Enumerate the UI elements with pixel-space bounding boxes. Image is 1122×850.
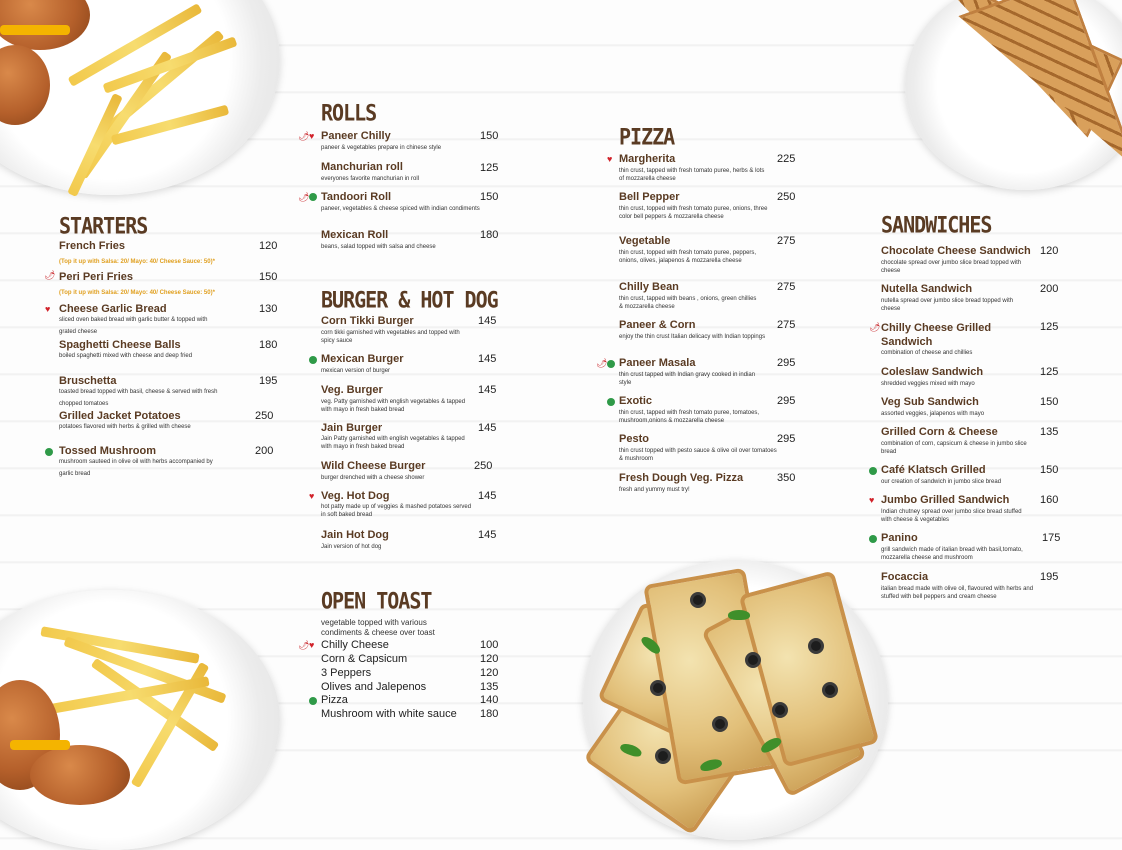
chili-icon: 🌶 <box>298 131 310 141</box>
open-toast-price: 135 <box>480 681 499 693</box>
pizza-price: 225 <box>777 153 796 165</box>
sandwich-name: Veg Sub Sandwich <box>881 396 979 408</box>
open-toast-price: 140 <box>480 694 499 706</box>
burger-description: burger drenched with a cheese shower <box>321 475 425 481</box>
open-toast-price: 100 <box>480 639 499 651</box>
pizza-description: thin crust, tapped with beans , onions, green chillies & mozzarella cheese <box>619 296 757 310</box>
veg-icon <box>869 535 877 545</box>
veg-icon <box>309 697 317 707</box>
sandwich-description: our creation of sandwich in jumbo slice bread <box>881 479 1002 485</box>
sandwich-description: italian bread made with olive oil, flavoured with herbs and stuffed with bell peppers and cream cheese <box>881 586 1034 600</box>
veg-icon <box>45 448 53 458</box>
starter-name: French Fries <box>59 240 126 252</box>
sandwich-price: 175 <box>1042 532 1061 544</box>
burger-name: Veg. Hot Dog <box>321 490 390 502</box>
roll-name: Paneer Chilly <box>321 130 391 142</box>
sandwich-price: 135 <box>1040 426 1059 438</box>
burger-price: 145 <box>478 490 497 502</box>
sandwich-description: grill sandwich made of italian bread with basil,tomato, mozzarella cheese and mushroom <box>881 547 1023 561</box>
open-toast-heading: OPEN TOAST <box>321 587 432 615</box>
sandwich-description: Indian chutney spread over jumbo slice bread stuffed with cheese & vegetables <box>881 509 1022 523</box>
roll-price: 180 <box>480 229 499 241</box>
heart-icon: ♥ <box>309 640 315 650</box>
sandwich-name: Chocolate Cheese Sandwich <box>881 245 1031 257</box>
roll-name: Mexican Roll <box>321 229 389 241</box>
veg-icon <box>607 360 615 370</box>
starter-price: 150 <box>259 271 278 283</box>
pizza-description: thin crust, tapped with fresh tomato puree, herbs & lots of mozzarella cheese <box>619 168 765 182</box>
roll-description: paneer & vegetables prepare in chinese style <box>321 145 442 151</box>
pizza-description: enjoy the thin crust Italian delicacy with Indian toppings <box>619 334 766 340</box>
pizza-price: 295 <box>777 357 796 369</box>
burger-description: Jain version of hot dog <box>321 544 382 550</box>
sandwich-name: Nutella Sandwich <box>881 283 973 295</box>
roll-name: Manchurian roll <box>321 161 403 173</box>
starter-note: (Top it up with Salsa: 20/ Mayo: 40/ Cheese Sauce: 50)* <box>59 290 215 296</box>
sandwich-name: Jumbo Grilled Sandwich <box>881 494 1010 506</box>
heart-icon: ♥ <box>45 304 51 314</box>
pizza-name: Exotic <box>619 395 653 407</box>
starters-heading: STARTERS <box>59 212 148 240</box>
roll-description: everyones favorite manchurian in roll <box>321 176 420 182</box>
burger-price: 145 <box>478 422 497 434</box>
pizza-description: thin crust, topped with fresh tomato puree, peppers, onions, olives, jalapenos & mozzarella cheese <box>619 250 757 264</box>
sandwich-price: 125 <box>1040 321 1059 333</box>
burger-price: 145 <box>478 384 497 396</box>
burger-price: 145 <box>478 353 497 365</box>
burger-price: 250 <box>474 460 493 472</box>
pizza-description: thin crust, tapped with fresh tomato puree, tomatoes, mushroom,onions & mozzarella cheese <box>619 410 760 424</box>
pizza-heading: PIZZA <box>619 123 675 151</box>
pizza-description: thin crust tapped with Indian gravy cooked in indian style <box>619 372 756 386</box>
roll-description: paneer, vegetables & cheese spiced with indian condiments <box>321 206 480 212</box>
burger-name: Mexican Burger <box>321 353 404 365</box>
roll-price: 150 <box>480 191 499 203</box>
sandwich-price: 200 <box>1040 283 1059 295</box>
burger-name: Veg. Burger <box>321 384 383 396</box>
burger-description: Jain Patty garnished with english vegetables & tapped with mayo in fresh baked bread <box>321 436 465 450</box>
sandwich-name: Café Klatsch Grilled <box>881 464 986 476</box>
burger-name: Jain Burger <box>321 422 383 434</box>
heart-icon: ♥ <box>309 131 315 141</box>
pizza-name: Paneer Masala <box>619 357 696 369</box>
pizza-name: Chilly Bean <box>619 281 679 293</box>
chili-icon: 🌶 <box>298 640 310 650</box>
burger-description: veg. Patty garnished with english vegetables & tapped with mayo in fresh baked bread <box>321 399 466 413</box>
open-toast-intro: vegetable topped with various condiments & cheese over toast <box>321 618 435 637</box>
sandwich-name: Chilly Cheese Grilled Sandwich <box>881 322 992 348</box>
sandwich-description: combination of cheese and chillies <box>881 350 973 356</box>
roll-price: 125 <box>480 162 499 174</box>
sandwich-name: Coleslaw Sandwich <box>881 366 984 378</box>
starter-description: mushroom sauteed in olive oil with herbs accompanied by garlic bread <box>59 459 213 477</box>
burger-description: mexican version of burger <box>321 368 391 374</box>
starter-price: 195 <box>259 375 278 387</box>
roll-name: Tandoori Roll <box>321 191 392 203</box>
heart-icon: ♥ <box>607 154 613 164</box>
open-toast-price: 120 <box>480 653 499 665</box>
sandwich-price: 195 <box>1040 571 1059 583</box>
sandwich-name: Grilled Corn & Cheese <box>881 426 998 438</box>
starter-name: Peri Peri Fries <box>59 271 133 283</box>
sandwich-description: shredded veggies mixed with mayo <box>881 381 975 387</box>
pizza-description: thin crust topped with pesto sauce & olive oil over tomatoes & mushroom <box>619 448 777 462</box>
sandwich-description: chocolate spread over jumbo slice bread topped with cheese <box>881 260 1022 274</box>
chili-icon: 🌶 <box>869 322 881 332</box>
pizza-description: thin crust, topped with fresh tomato puree, onions, three color bell peppers & mozzarella cheese <box>619 206 768 220</box>
veg-icon <box>309 356 317 366</box>
burger-name: Wild Cheese Burger <box>321 460 426 472</box>
pizza-price: 350 <box>777 472 796 484</box>
burger-hotdog-heading: BURGER & HOT DOG <box>321 286 498 314</box>
veg-icon <box>869 467 877 477</box>
starter-description: sliced oven baked bread with garlic butter & topped with grated cheese <box>59 317 208 335</box>
starter-price: 130 <box>259 303 278 315</box>
pizza-description: fresh and yummy must try! <box>619 487 690 493</box>
sandwich-name: Focaccia <box>881 571 929 583</box>
pizza-price: 250 <box>777 191 796 203</box>
starter-name: Spaghetti Cheese Balls <box>59 339 181 351</box>
veg-icon <box>607 398 615 408</box>
sandwiches-heading: SANDWICHES <box>881 211 992 239</box>
burger-description: hot patty made up of veggies & mashed potatoes served in soft baked bread <box>321 504 472 518</box>
starter-price: 120 <box>259 240 278 252</box>
starter-description: potatoes flavored with herbs & grilled with cheese <box>59 424 191 430</box>
sandwich-price: 150 <box>1040 396 1059 408</box>
sandwich-price: 125 <box>1040 366 1059 378</box>
pizza-price: 275 <box>777 235 796 247</box>
pizza-price: 295 <box>777 433 796 445</box>
sandwich-description: assorted veggies, jalapenos with mayo <box>881 411 985 417</box>
pizza-name: Fresh Dough Veg. Pizza <box>619 472 744 484</box>
pizza-name: Bell Pepper <box>619 191 680 203</box>
open-toast-price: 120 <box>480 667 499 679</box>
starter-price: 200 <box>255 445 274 457</box>
veg-icon <box>309 193 317 203</box>
burger-description: corn tikki garnished with vegetables and topped with spicy sauce <box>321 330 460 344</box>
open-toast-price: 180 <box>480 708 499 720</box>
starter-description: boiled spaghetti mixed with cheese and deep fried <box>59 353 193 359</box>
roll-price: 150 <box>480 130 499 142</box>
pizza-price: 295 <box>777 395 796 407</box>
sandwich-description: combination of corn, capsicum & cheese in jumbo slice bread <box>881 441 1027 455</box>
chili-icon: 🌶 <box>596 358 608 368</box>
starter-name: Cheese Garlic Bread <box>59 303 167 315</box>
pizza-price: 275 <box>777 319 796 331</box>
starter-name: Grilled Jacket Potatoes <box>59 410 181 422</box>
starter-name: Tossed Mushroom <box>59 445 156 457</box>
starter-price: 180 <box>259 339 278 351</box>
starter-name: Bruschetta <box>59 375 117 387</box>
burger-name: Corn Tikki Burger <box>321 315 414 327</box>
sandwich-description: nutella spread over jumbo slice bread topped with cheese <box>881 298 1014 312</box>
open-toast-name: Chilly Cheese <box>321 639 389 651</box>
burger-name: Jain Hot Dog <box>321 529 389 541</box>
roll-description: beans, salad topped with salsa and cheese <box>321 244 436 250</box>
open-toast-name: Pizza <box>321 694 348 706</box>
heart-icon: ♥ <box>869 495 875 505</box>
chili-icon: 🌶 <box>44 270 56 280</box>
heart-icon: ♥ <box>309 491 315 501</box>
open-toast-name: 3 Peppers <box>321 667 372 679</box>
sandwich-price: 160 <box>1040 494 1059 506</box>
starter-note: (Top it up with Salsa: 20/ Mayo: 40/ Cheese Sauce: 50)* <box>59 259 215 265</box>
pizza-name: Paneer & Corn <box>619 319 696 331</box>
burger-price: 145 <box>478 315 497 327</box>
chili-icon: 🌶 <box>298 192 310 202</box>
open-toast-name: Mushroom with white sauce <box>321 708 457 720</box>
pizza-name: Vegetable <box>619 235 671 247</box>
starter-description: toasted bread topped with basil, cheese & served with fresh chopped tomatoes <box>59 389 218 407</box>
sandwich-name: Panino <box>881 532 918 544</box>
starter-price: 250 <box>255 410 274 422</box>
open-toast-name: Olives and Jalepenos <box>321 681 427 693</box>
sandwich-price: 120 <box>1040 245 1059 257</box>
burger-price: 145 <box>478 529 497 541</box>
open-toast-name: Corn & Capsicum <box>321 653 408 665</box>
rolls-heading: ROLLS <box>321 99 377 127</box>
pizza-name: Pesto <box>619 433 649 445</box>
sandwich-price: 150 <box>1040 464 1059 476</box>
pizza-name: Margherita <box>619 153 676 165</box>
pizza-price: 275 <box>777 281 796 293</box>
